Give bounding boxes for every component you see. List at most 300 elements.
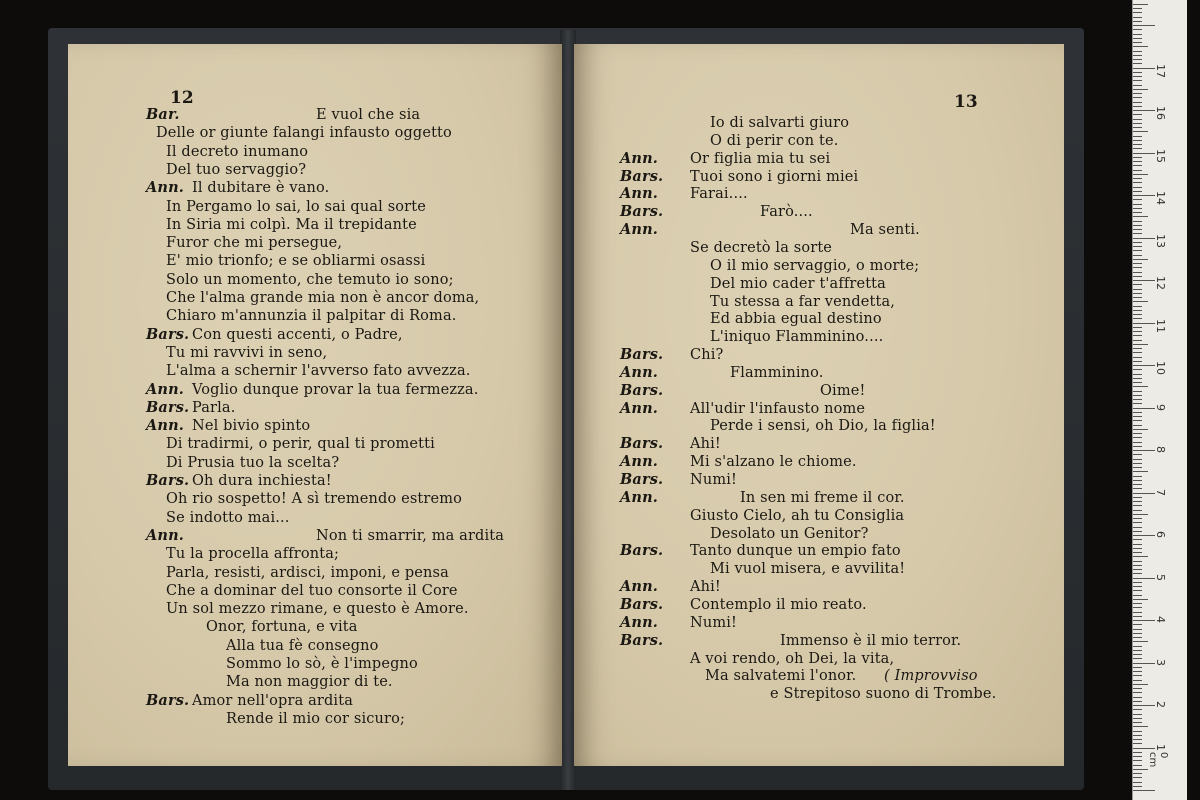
ruler-tick [1133, 697, 1142, 698]
verse-line: Immenso è il mio terror. [780, 632, 962, 649]
ruler-tick [1133, 420, 1142, 421]
verse-line: Tu stessa a far vendetta, [710, 293, 896, 310]
ruler-tick [1133, 352, 1142, 353]
verse-line: Tu mi ravvivi in seno, [166, 344, 328, 361]
ruler-tick [1133, 114, 1142, 115]
ruler-tick [1133, 760, 1142, 761]
speaker-label: Ann. [620, 363, 658, 381]
ruler-tick [1133, 505, 1142, 506]
ruler-tick [1133, 535, 1155, 536]
ruler-tick [1133, 85, 1142, 86]
ruler-tick [1133, 357, 1142, 358]
ruler-tick [1133, 552, 1142, 553]
ruler-tick [1133, 429, 1148, 430]
ruler-tick [1133, 229, 1142, 230]
verse-line: Tu la procella affronta; [166, 546, 340, 563]
verse-line: Chiaro m'annunzia il palpitar di Roma. [166, 308, 457, 325]
verse-line: Flamminino. [730, 364, 824, 381]
ruler-tick [1133, 688, 1142, 689]
ruler-tick [1133, 590, 1142, 591]
ruler-tick [1133, 144, 1142, 145]
verse-line: Ma senti. [850, 222, 920, 239]
ruler-tick [1133, 480, 1142, 481]
ruler-tick [1133, 174, 1148, 175]
ruler-tick [1133, 501, 1142, 502]
ruler-tick [1133, 238, 1155, 239]
verse-line: Desolato un Genitor? [710, 525, 869, 542]
ruler-tick [1133, 476, 1142, 477]
ruler-tick [1133, 276, 1142, 277]
ruler-tick [1133, 386, 1148, 387]
verse-line: Farò.... [760, 204, 813, 221]
ruler-number: 5 [1154, 573, 1167, 581]
ruler-tick [1133, 17, 1142, 18]
verse-line: Onor, fortuna, e vita [206, 619, 358, 636]
ruler-tick [1133, 709, 1142, 710]
verse-line: Ahi! [690, 436, 721, 453]
ruler-tick [1133, 539, 1142, 540]
ruler-number: 16 [1154, 106, 1167, 120]
ruler-tick [1133, 182, 1142, 183]
ruler-tick [1133, 136, 1142, 137]
page-number-left: 12 [170, 88, 194, 108]
ruler-tick [1133, 629, 1142, 630]
ruler-tick [1133, 437, 1142, 438]
speaker-label: Ann. [620, 221, 658, 239]
ruler-tick [1133, 531, 1142, 532]
ruler-tick [1133, 616, 1142, 617]
ruler-tick [1133, 301, 1148, 302]
ruler-tick [1133, 450, 1155, 451]
ruler-tick [1133, 272, 1142, 273]
speaker-label: Bars. [620, 167, 664, 185]
speaker-label: Ann. [620, 578, 658, 596]
ruler-tick [1133, 318, 1142, 319]
ruler-tick [1133, 208, 1142, 209]
ruler-tick [1133, 484, 1142, 485]
ruler-tick [1133, 782, 1142, 783]
ruler-tick [1133, 153, 1155, 154]
verse-line: Ma non maggior di te. [226, 674, 393, 691]
ruler-tick [1133, 165, 1142, 166]
ruler-tick [1133, 692, 1142, 693]
ruler-tick [1133, 769, 1148, 770]
verse-line: Alla tua fè consegno [226, 637, 379, 654]
ruler-tick [1133, 684, 1148, 685]
ruler-number: 2 [1154, 701, 1167, 708]
ruler-tick [1133, 488, 1142, 489]
ruler-tick [1133, 722, 1142, 723]
ruler-number: 9 [1154, 403, 1167, 411]
verse-line: Oime! [820, 382, 866, 399]
ruler-tick [1133, 93, 1142, 94]
speaker-label: Bars. [620, 471, 664, 488]
ruler-number: 17 [1154, 63, 1167, 78]
ruler-tick [1133, 63, 1142, 64]
ruler-tick [1133, 573, 1142, 574]
ruler-tick [1133, 72, 1142, 73]
verse-line: E vuol che sia [316, 107, 421, 123]
verse-line: Farai.... [690, 186, 748, 203]
verse-line: Del tuo servaggio? [166, 161, 307, 178]
ruler-tick [1133, 739, 1142, 740]
verse-line: E' mio trionfo; e se obliarmi osassi [166, 253, 426, 270]
ruler-tick [1133, 199, 1142, 200]
ruler-tick [1133, 756, 1142, 757]
ruler-tick [1133, 110, 1155, 111]
ruler-tick [1133, 582, 1142, 583]
ruler-tick [1133, 293, 1142, 294]
verse-line: Perde i sensi, oh Dio, la figlia! [710, 418, 936, 435]
ruler-tick [1133, 42, 1142, 43]
speaker-label: Ann. [146, 179, 184, 197]
ruler-tick [1133, 671, 1142, 672]
ruler-tick [1133, 527, 1142, 528]
verse-line: Contemplo il mio reato. [690, 596, 867, 613]
ruler-tick [1133, 365, 1155, 366]
ruler-tick [1133, 607, 1142, 608]
verse-line: Ahi! [690, 579, 721, 596]
ruler-tick [1133, 263, 1142, 264]
ruler-tick [1133, 565, 1142, 566]
ruler-tick [1133, 497, 1142, 498]
verse-line: Numi! [690, 472, 737, 488]
ruler-tick [1133, 119, 1142, 120]
verse-line: Parla. [192, 399, 236, 416]
ruler-tick [1133, 348, 1142, 349]
ruler-tick [1133, 463, 1142, 464]
speaker-label: Ann. [146, 417, 184, 435]
verse-line: Furor che mi persegue, [166, 235, 343, 252]
verse-line: In Siria mi colpì. Ma il trepidante [166, 216, 417, 233]
ruler-tick [1133, 242, 1142, 243]
ruler-tick [1133, 89, 1148, 90]
verse-line: Chi? [690, 347, 724, 364]
ruler-tick [1133, 586, 1142, 587]
ruler-tick [1133, 425, 1142, 426]
ruler-tick [1133, 331, 1142, 332]
ruler-tick [1133, 284, 1142, 285]
ruler-tick [1133, 310, 1142, 311]
ruler-tick [1133, 705, 1155, 706]
ruler-tick [1133, 595, 1142, 596]
ruler-tick [1133, 46, 1148, 47]
ruler-tick [1133, 97, 1142, 98]
ruler-tick [1133, 127, 1142, 128]
ruler-number: 15 [1154, 148, 1167, 163]
ruler-tick [1133, 374, 1142, 375]
ruler-tick [1133, 544, 1142, 545]
ruler-tick [1133, 522, 1142, 523]
ruler-tick [1133, 59, 1142, 60]
ruler-number: 7 [1154, 488, 1167, 496]
ruler-tick [1133, 21, 1142, 22]
verse-line: Di Prusia tuo la scelta? [166, 454, 340, 471]
ruler-tick [1133, 403, 1142, 404]
ruler-tick [1133, 204, 1142, 205]
ruler-tick [1133, 633, 1142, 634]
ruler-tick [1133, 178, 1142, 179]
ruler-number: 4 [1154, 616, 1167, 623]
ruler-tick [1133, 446, 1142, 447]
ruler-tick [1133, 667, 1142, 668]
ruler-tick [1133, 106, 1142, 107]
ruler-tick [1133, 297, 1142, 298]
verse-line: Sommo lo sò, è l'impegno [226, 656, 418, 672]
ruler-number: 1 [1154, 743, 1167, 751]
ruler-tick [1133, 467, 1142, 468]
ruler-tick [1133, 556, 1148, 557]
ruler-tick [1133, 187, 1142, 188]
speaker-label: Ann. [620, 488, 658, 506]
ruler-tick [1133, 170, 1142, 171]
ruler-tick [1133, 246, 1142, 247]
ruler-tick [1133, 161, 1142, 162]
verse-line: e Strepitoso suono di Trombe. [770, 686, 997, 703]
verse-line: All'udir l'infausto nome [690, 400, 866, 417]
ruler-tick [1133, 233, 1142, 234]
ruler-tick [1133, 637, 1142, 638]
ruler-tick [1133, 510, 1142, 511]
ruler-tick [1133, 195, 1155, 196]
ruler-tick [1133, 663, 1155, 664]
speaker-label: Bars. [620, 542, 664, 560]
ruler-tick [1133, 25, 1155, 26]
ruler-tick [1133, 735, 1142, 736]
ruler-tick [1133, 4, 1148, 5]
ruler-tick [1133, 454, 1142, 455]
ruler-tick [1133, 658, 1142, 659]
ruler-tick [1133, 216, 1148, 217]
ruler-tick [1133, 624, 1142, 625]
verse-line: Oh rio sospetto! A sì tremendo estremo [166, 491, 462, 508]
ruler-tick [1133, 548, 1142, 549]
ruler-tick [1133, 765, 1142, 766]
verse-line: Il decreto inumano [166, 143, 309, 160]
ruler-tick [1133, 29, 1142, 30]
speaker-label: Bars. [620, 381, 664, 399]
ruler-tick [1133, 80, 1142, 81]
verse-line: Nel bivio spinto [192, 418, 311, 435]
speaker-label: Bars. [146, 398, 190, 416]
ruler-tick [1133, 259, 1148, 260]
ruler-tick [1133, 599, 1148, 600]
speaker-label: Ann. [620, 149, 658, 167]
ruler-tick [1133, 654, 1142, 655]
speaker-label: Bars. [146, 691, 190, 709]
stage-direction: ( Improvviso [884, 668, 978, 684]
ruler-number: 8 [1154, 446, 1167, 453]
ruler-tick [1133, 344, 1148, 345]
ruler-tick [1133, 726, 1148, 727]
speaker-label: Bars. [620, 435, 664, 453]
verse-line: Voglio dunque provar la tua fermezza. [192, 381, 479, 398]
ruler-tick [1133, 369, 1142, 370]
ruler-tick [1133, 412, 1142, 413]
verse-line: Ed abbia egual destino [710, 311, 882, 328]
verse-line: O il mio servaggio, o morte; [710, 257, 920, 274]
verse-line: Se indotto mai... [166, 509, 290, 526]
ruler-tick [1133, 340, 1142, 341]
ruler-tick [1133, 12, 1142, 13]
ruler-tick [1133, 718, 1142, 719]
verse-line: Giusto Cielo, ah tu Consiglia [690, 507, 905, 524]
verse-line: Rende il mio cor sicuro; [226, 710, 405, 727]
speaker-label: Ann. [620, 613, 658, 631]
ruler-tick [1133, 8, 1142, 9]
ruler-tick [1133, 378, 1142, 379]
ruler-tick [1133, 514, 1148, 515]
ruler-tick [1133, 433, 1142, 434]
ruler-tick [1133, 391, 1142, 392]
ruler-unit-label: 0 cm [1147, 752, 1169, 768]
verse-line: Io di salvarti giuro [710, 115, 850, 131]
verse-line: Tanto dunque un empio fato [690, 543, 901, 560]
ruler-tick [1133, 191, 1142, 192]
ruler-tick [1133, 55, 1142, 56]
ruler-tick [1133, 569, 1142, 570]
ruler-number: 13 [1154, 233, 1167, 248]
ruler-tick [1133, 361, 1142, 362]
verse-line: Oh dura inchiesta! [192, 473, 332, 489]
ruler-tick [1133, 306, 1142, 307]
ruler-tick [1133, 123, 1142, 124]
ruler-tick [1133, 382, 1142, 383]
ruler-tick [1133, 140, 1142, 141]
verse-line: Amor nell'opra ardita [192, 692, 353, 709]
ruler-tick [1133, 51, 1142, 52]
ruler-tick [1133, 157, 1142, 158]
ruler-tick [1133, 459, 1142, 460]
speaker-label: Bars. [146, 325, 190, 343]
ruler-number: 6 [1154, 531, 1167, 538]
ruler-tick [1133, 442, 1142, 443]
ruler-tick [1133, 714, 1142, 715]
speaker-label: Bars. [620, 346, 664, 364]
ruler-tick [1133, 395, 1142, 396]
ruler-number: 11 [1154, 318, 1167, 333]
ruler-tick [1133, 38, 1142, 39]
speaker-label: Bars. [620, 631, 664, 649]
ruler-tick [1133, 731, 1142, 732]
ruler-tick [1133, 250, 1142, 251]
ruler-tick [1133, 752, 1142, 753]
verse-line: In Pergamo lo sai, lo sai qual sorte [166, 198, 426, 215]
measurement-ruler [1132, 0, 1187, 800]
ruler-tick [1133, 493, 1155, 494]
verse-line: Con questi accenti, o Padre, [192, 326, 403, 343]
ruler-tick [1133, 399, 1142, 400]
ruler-tick [1133, 603, 1142, 604]
verse-line: Non ti smarrir, ma ardita [316, 527, 505, 544]
ruler-tick [1133, 680, 1142, 681]
ruler-tick [1133, 518, 1142, 519]
speaker-label: Bars. [620, 595, 664, 613]
ruler-tick [1133, 34, 1142, 35]
left-page [68, 44, 562, 766]
verse-line: Or figlia mia tu sei [690, 150, 831, 167]
ruler-tick [1133, 131, 1148, 132]
ruler-tick [1133, 561, 1142, 562]
ruler-tick [1133, 641, 1148, 642]
speaker-label: Bars. [146, 472, 190, 489]
ruler-tick [1133, 748, 1155, 749]
ruler-tick [1133, 280, 1155, 281]
verse-line: A voi rendo, oh Dei, la vita, [690, 650, 895, 667]
verse-line: Mi s'alzano le chiome. [690, 454, 857, 471]
speaker-label: Ann. [146, 526, 184, 544]
verse-line: L'iniquo Flamminino.... [710, 329, 884, 346]
verse-line: In sen mi freme il cor. [740, 489, 905, 506]
ruler-tick [1133, 212, 1142, 213]
ruler-number: 14 [1154, 191, 1167, 205]
verse-line: Del mio cader t'affretta [710, 275, 886, 292]
ruler-tick [1133, 777, 1142, 778]
ruler-tick [1133, 68, 1155, 69]
verse-line: Se decretò la sorte [690, 239, 833, 256]
verse-line: Tuoi sono i giorni miei [690, 168, 859, 185]
ruler-tick [1133, 646, 1142, 647]
verse-line: Un sol mezzo rimane, e questo è Amore. [166, 601, 469, 618]
ruler-tick [1133, 323, 1155, 324]
ruler-tick [1133, 675, 1142, 676]
verse-line: Mi vuol misera, e avvilita! [710, 561, 906, 578]
ruler-tick [1133, 148, 1142, 149]
ruler-tick [1133, 221, 1142, 222]
ruler-tick [1133, 578, 1155, 579]
ruler-number: 3 [1154, 658, 1167, 666]
speaker-label: Ann. [620, 185, 658, 203]
right-page [574, 44, 1064, 766]
verse-line: Di tradirmi, o perir, qual ti prometti [166, 436, 435, 453]
ruler-number: 12 [1154, 276, 1167, 290]
speaker-label: Bars. [620, 203, 664, 221]
page-number-right: 13 [954, 92, 978, 112]
ruler-tick [1133, 743, 1142, 744]
ruler-tick [1133, 255, 1142, 256]
ruler-number: 10 [1154, 361, 1167, 375]
speaker-label: Ann. [620, 453, 658, 471]
ruler-tick [1133, 289, 1142, 290]
ruler-tick [1133, 416, 1142, 417]
ruler-tick [1133, 620, 1155, 621]
ruler-tick [1133, 335, 1142, 336]
ruler-tick [1133, 786, 1142, 787]
verse-line: Delle or giunte falangi infausto oggetto [156, 125, 452, 142]
ruler-tick [1133, 314, 1142, 315]
verse-line: Solo un momento, che temuto io sono; [166, 271, 454, 288]
ruler-tick [1133, 408, 1155, 409]
ruler-tick [1133, 790, 1155, 791]
ruler-tick [1133, 267, 1142, 268]
verse-line: L'alma a schernir l'avverso fato avvezza. [166, 363, 471, 380]
verse-line: Che l'alma grande mia non è ancor doma, [166, 290, 480, 306]
speaker-label: Ann. [620, 399, 658, 417]
ruler-tick [1133, 650, 1142, 651]
verse-line: Ma salvatemi l'onor. [705, 668, 857, 685]
ruler-tick [1133, 773, 1142, 774]
ruler-tick [1133, 701, 1142, 702]
verse-line: Che a dominar del tuo consorte il Core [166, 582, 458, 599]
ruler-tick [1133, 471, 1148, 472]
ruler-tick [1133, 612, 1142, 613]
ruler-tick [1133, 225, 1142, 226]
verse-line: Parla, resisti, ardisci, imponi, e pensa [166, 564, 449, 581]
speaker-label: Ann. [146, 380, 184, 398]
verse-line: O di perir con te. [710, 132, 839, 149]
verse-line: Numi! [690, 614, 737, 631]
ruler-tick [1133, 76, 1142, 77]
